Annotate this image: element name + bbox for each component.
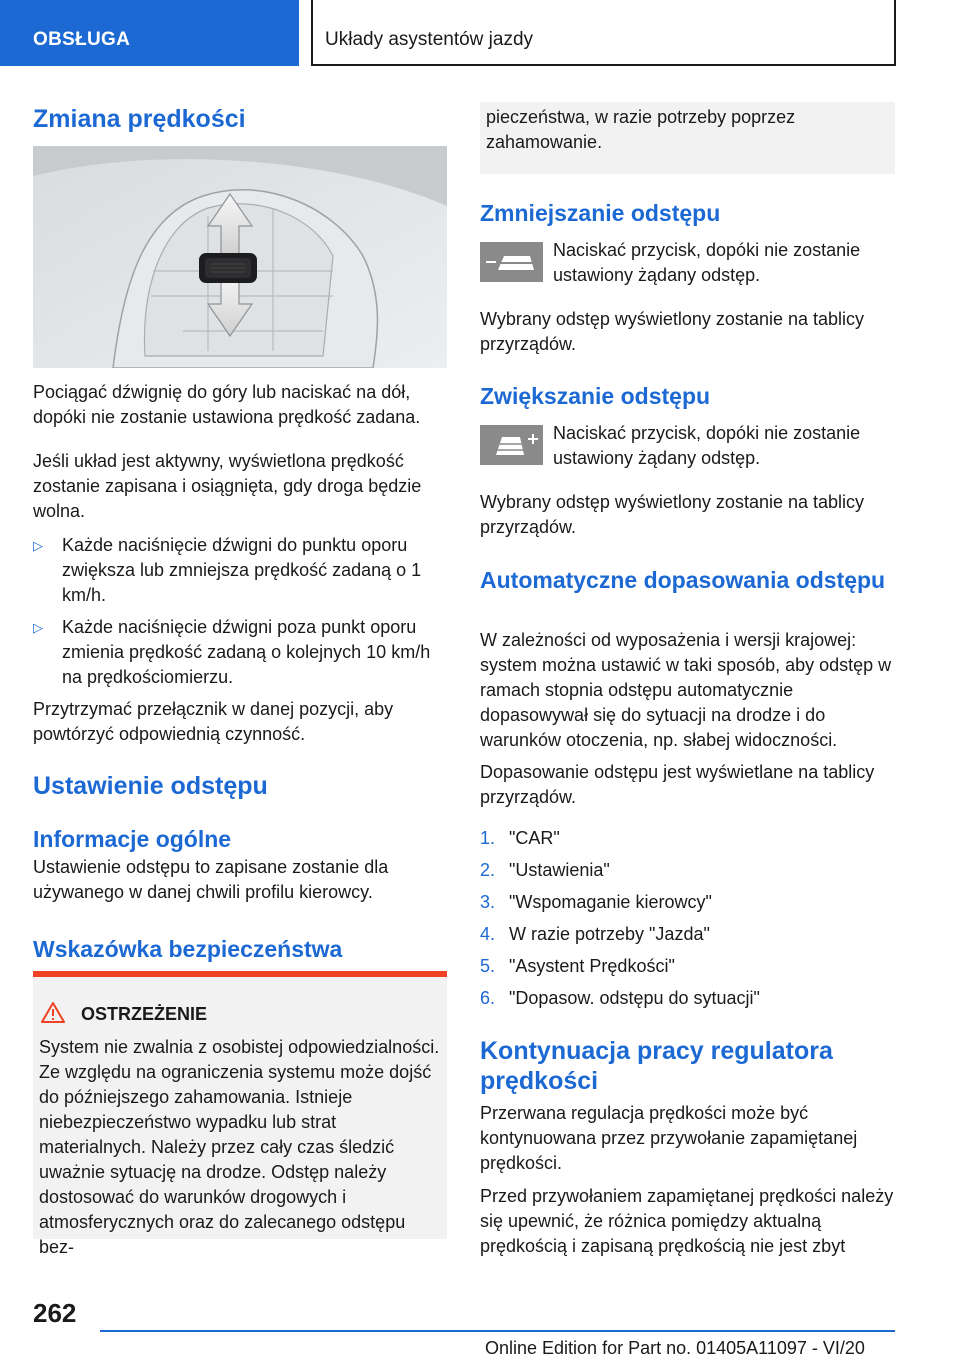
- increase-distance-heading: Zwiększanie odstępu: [480, 383, 711, 409]
- step-text: W razie potrzeby "Jazda": [509, 924, 710, 944]
- speed-change-text-1: Pociągać dźwignię do góry lub naciskać na dół, dopóki nie zostanie ustawiona prędkość zadana.: [33, 382, 421, 427]
- chapter-tab: [311, 0, 896, 66]
- step-number: 5.: [480, 956, 496, 976]
- step-number: 6.: [480, 988, 496, 1008]
- warning-box-continued: [480, 102, 895, 174]
- page-number: 262: [33, 1298, 77, 1328]
- step-number: 3.: [480, 892, 496, 912]
- decrease-result: Wybrany odstęp wyświetlony zostanie na tablicy przyrządów.: [480, 309, 865, 354]
- bullet-triangle-icon: ▷: [33, 538, 43, 553]
- chapter-label: Układy asystentów jazdy: [325, 29, 534, 50]
- resume-text-2: Przed przywołaniem zapamiętanej prędkości należy się upewnić, że różnica pomiędzy aktualną prędkością i zapisaną prędkością nie jest zbyt: [480, 1186, 894, 1256]
- auto-distance-heading: Automatyczne dopasowania odstępu: [480, 567, 886, 593]
- step-text: "CAR": [509, 828, 560, 848]
- bullet-text: Każde naciśnięcie dźwigni poza punkt oporu zmienia prędkość zadaną o kolejnych 10 km/h na prędkościomierzu.: [62, 617, 431, 687]
- speed-change-heading: Zmiana prędkości: [33, 105, 246, 133]
- step-number: 1.: [480, 828, 496, 848]
- step-text: "Ustawienia": [509, 860, 610, 880]
- auto-distance-text-1: W zależności od wyposażenia i wersji krajowej: system można ustawić w taki sposób, aby odstęp w ramach stopnia odstępu automatycznie dopasowywał się do sytuacji na drodze i do warunków otoczenia, np. słabej widoczności.: [480, 630, 892, 750]
- list-item: [33, 615, 447, 690]
- step-text: "Dopasow. odstępu do sytuacji": [509, 988, 760, 1008]
- settings-path-list: [480, 826, 895, 1016]
- increase-instruction: Naciskać przycisk, dopóki nie zostanie ustawiony żądany odstęp.: [553, 423, 861, 468]
- bullet-triangle-icon: ▷: [33, 620, 43, 635]
- bullet-text: Każde naciśnięcie dźwigni do punktu oporu zwiększa lub zmniejsza prędkość zadaną o 1 km/h.: [62, 535, 422, 605]
- step-text: "Wspomaganie kierowcy": [509, 892, 712, 912]
- footer-divider: [100, 1330, 895, 1332]
- distance-setting-heading: Ustawienie odstępu: [33, 772, 268, 800]
- warning-label: OSTRZEŻENIE: [81, 1004, 208, 1024]
- general-info-text: Ustawienie odstępu to zapisane zostanie dla używanego w danej chwili profilu kierowcy.: [33, 857, 389, 902]
- step-number: 2.: [480, 860, 496, 880]
- warning-text: System nie zwalnia z osobistej odpowiedzialności. Ze względu na ograniczenia systemu może dojść do późniejszego zahamowania. Istnieje niebezpieczeństwo wypadku lub strat materialnych. Należy przez cały czas śledzić uważnie sytuację na drodze. Odstęp należy dostosować do warunków drogowych i atmosferycznych oraz do zalecanego odstępu bez-: [39, 1037, 440, 1257]
- step-number: 4.: [480, 924, 496, 944]
- warning-text-continued: pieczeństwa, w razie potrzeby poprzez zahamowanie.: [486, 107, 796, 152]
- speed-change-text-2: Jeśli układ jest aktywny, wyświetlona prędkość zostanie zapisana i osiągnięta, gdy droga będzie wolna.: [33, 451, 422, 521]
- section-label: OBSŁUGA: [33, 29, 131, 50]
- increase-result: Wybrany odstęp wyświetlony zostanie na tablicy przyrządów.: [480, 492, 865, 537]
- steering-wheel-lever-illustration: [33, 146, 447, 368]
- decrease-distance-button-icon: [480, 242, 543, 282]
- resume-text-1: Przerwana regulacja prędkości może być kontynuowana przez przywołanie zapamiętanej prędkości.: [480, 1103, 858, 1173]
- list-item: [33, 533, 447, 608]
- decrease-distance-heading: Zmniejszanie odstępu: [480, 200, 721, 226]
- warning-triangle-icon: [40, 1001, 66, 1024]
- section-tab: [0, 0, 299, 66]
- general-info-heading: Informacje ogólne: [33, 826, 232, 852]
- step-text: "Asystent Prędkości": [509, 956, 675, 976]
- safety-note-heading: Wskazówka bezpieczeństwa: [33, 936, 343, 962]
- increase-distance-button-icon: [480, 425, 543, 465]
- resume-heading: Kontynuacja pracy regulatora prędkości: [480, 1037, 833, 1095]
- auto-distance-text-2: Dopasowanie odstępu jest wyświetlane na tablicy przyrządów.: [480, 762, 875, 807]
- speed-change-text-3: Przytrzymać przełącznik w danej pozycji, aby powtórzyć odpowiednią czynność.: [33, 699, 394, 744]
- warning-box: [33, 971, 447, 1257]
- edition-text: Online Edition for Part no. 01405A11097 - VI/20: [485, 1338, 865, 1358]
- decrease-instruction: Naciskać przycisk, dopóki nie zostanie ustawiony żądany odstęp.: [553, 240, 861, 285]
